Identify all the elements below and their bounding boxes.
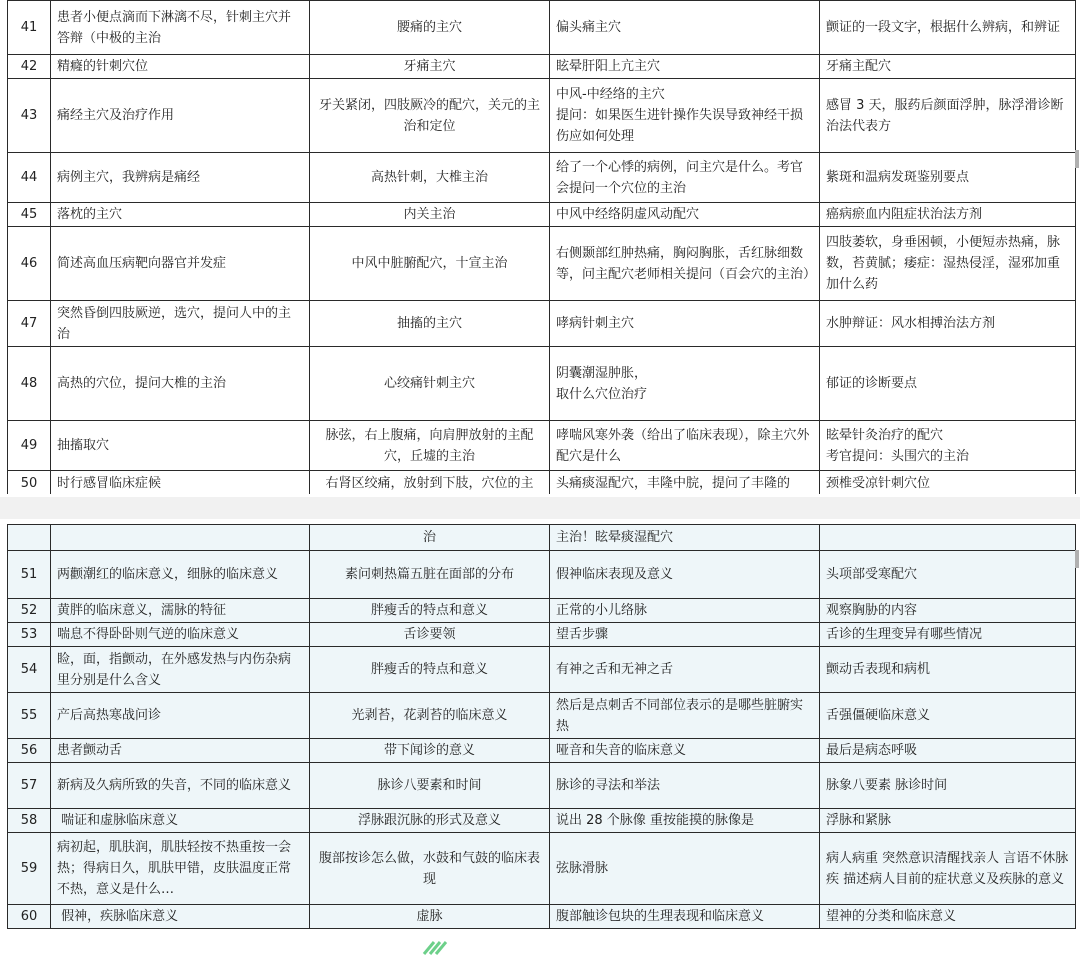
table-row [8,833,1076,905]
question-cell: 阴囊潮湿肿胀， 取什么穴位治疗 [550,347,820,421]
question-cell: 四肢萎软，身垂困顿，小便短赤热痛，脉数，苔黄腻；痿症：湿热侵淫，湿邪加重加什么药 [820,227,1076,301]
question-cell: 眩晕肝阳上亢主穴 [550,55,820,79]
question-cell: 胖瘦舌的特点和意义 [310,599,550,623]
question-cell: 抽搐取穴 [51,421,310,471]
row-number: 47 [8,301,51,347]
row-number: 54 [8,647,51,693]
question-cell: 舌诊要领 [310,623,550,647]
question-cell: 紫斑和温病发斑鉴别要点 [820,153,1076,203]
question-cell [820,525,1076,551]
table-row [8,905,1076,929]
table-row [8,55,1076,79]
question-cell: 脉象八要素 脉诊时间 [820,763,1076,809]
question-cell: 郁证的诊断要点 [820,347,1076,421]
question-cell: 病初起，肌肤润，肌肤轻按不热重按一会热；得病日久，肌肤甲错，皮肤温度正常不热，意义是什么… [51,833,310,905]
table-row [8,421,1076,471]
question-cell: 喘证和虚脉临床意义 [51,809,310,833]
question-cell: 中风-中经络的主穴 提问：如果医生进针操作失误导致神经干损伤应如何处理 [550,79,820,153]
row-number: 46 [8,227,51,301]
question-cell: 产后高热寒战问诊 [51,693,310,739]
question-cell: 然后是点刺舌不同部位表示的是哪些脏腑实热 [550,693,820,739]
table-row [8,693,1076,739]
question-cell: 牙痛主穴 [310,55,550,79]
question-cell: 病人病重 突然意识清醒找亲人 言语不休脉疾 描述病人目前的症状意义及疾脉的意义 [820,833,1076,905]
question-cell: 主治！眩晕痰湿配穴 [550,525,820,551]
question-cell: 眩晕针灸治疗的配穴 考官提问：头围穴的主治 [820,421,1076,471]
question-cell: 浮脉和紧脉 [820,809,1076,833]
question-cell: 光剥苔，花剥苔的临床意义 [310,693,550,739]
question-cell: 观察胸胁的内容 [820,599,1076,623]
question-cell: 黄胖的临床意义，濡脉的特征 [51,599,310,623]
question-cell: 右肾区绞痛，放射到下肢，穴位的主 [310,471,550,497]
question-cell [51,525,310,551]
question-cell: 脉弦，右上腹痛，向肩胛放射的主配穴，丘墟的主治 [310,421,550,471]
question-table-top [7,0,1076,497]
table-row [8,739,1076,763]
question-cell: 哮喘风寒外袭（给出了临床表现），除主穴外配穴是什么 [550,421,820,471]
row-number: 55 [8,693,51,739]
table-row [8,1,1076,55]
question-cell: 最后是病态呼吸 [820,739,1076,763]
question-cell: 说出 28 个脉像 重按能摸的脉像是 [550,809,820,833]
question-cell: 腹部触诊包块的生理表现和临床意义 [550,905,820,929]
question-cell: 正常的小儿络脉 [550,599,820,623]
row-number: 60 [8,905,51,929]
row-number: 59 [8,833,51,905]
question-cell: 两颧潮红的临床意义，细脉的临床意义 [51,551,310,599]
question-cell: 素问刺热篇五脏在面部的分布 [310,551,550,599]
row-number: 51 [8,551,51,599]
question-cell: 治 [310,525,550,551]
question-cell: 望神的分类和临床意义 [820,905,1076,929]
row-number: 57 [8,763,51,809]
question-cell: 头项部受寒配穴 [820,551,1076,599]
question-cell: 望舌步骤 [550,623,820,647]
question-cell: 浮脉跟沉脉的形式及意义 [310,809,550,833]
question-cell: 有神之舌和无神之舌 [550,647,820,693]
table-row [8,301,1076,347]
question-cell: 脉诊的寻法和举法 [550,763,820,809]
question-cell: 中风中经络阴虚风动配穴 [550,203,820,227]
watermark-logo [420,936,480,956]
table-row [8,647,1076,693]
row-number: 41 [8,1,51,55]
question-cell: 弦脉滑脉 [550,833,820,905]
question-cell: 舌诊的生理变异有哪些情况 [820,623,1076,647]
scrollbar-marker[interactable] [1075,150,1079,168]
row-number: 48 [8,347,51,421]
table-row [8,599,1076,623]
question-cell: 腰痛的主穴 [310,1,550,55]
question-cell: 精癃的针刺穴位 [51,55,310,79]
question-cell: 颈椎受凉针刺穴位 [820,471,1076,497]
question-cell: 落枕的主穴 [51,203,310,227]
question-cell: 带下闻诊的意义 [310,739,550,763]
row-number: 50 [8,471,51,497]
question-cell: 哮病针刺主穴 [550,301,820,347]
question-cell: 病例主穴，我辨病是痛经 [51,153,310,203]
question-cell: 牙关紧闭，四肢厥冷的配穴，关元的主治和定位 [310,79,550,153]
table-row [8,203,1076,227]
question-cell: 内关主治 [310,203,550,227]
question-cell: 偏头痛主穴 [550,1,820,55]
question-cell: 高热针刺，大椎主治 [310,153,550,203]
question-cell: 脉诊八要素和时间 [310,763,550,809]
question-cell: 癌病瘀血内阻症状治法方剂 [820,203,1076,227]
question-table-bottom [7,524,1076,929]
row-number: 52 [8,599,51,623]
question-cell: 中风中脏腑配穴，十宣主治 [310,227,550,301]
table-row [8,763,1076,809]
question-cell: 舌强僵硬临床意义 [820,693,1076,739]
question-cell: 喘息不得卧卧则气逆的临床意义 [51,623,310,647]
row-number: 58 [8,809,51,833]
table-row [8,79,1076,153]
question-cell: 患者小便点滴而下淋漓不尽，针刺主穴并答辩（中极的主治 [51,1,310,55]
table-row [8,153,1076,203]
question-cell: 高热的穴位，提问大椎的主治 [51,347,310,421]
row-number [8,525,51,551]
question-cell: 牙痛主配穴 [820,55,1076,79]
table-row [8,623,1076,647]
question-cell: 睑，面，指颤动，在外感发热与内伤杂病里分别是什么含义 [51,647,310,693]
question-cell: 患者颤动舌 [51,739,310,763]
question-cell: 颤动舌表现和病机 [820,647,1076,693]
row-number: 42 [8,55,51,79]
question-cell: 哑音和失音的临床意义 [550,739,820,763]
row-number: 45 [8,203,51,227]
question-cell: 简述高血压病靶向器官并发症 [51,227,310,301]
question-cell: 假神，疾脉临床意义 [51,905,310,929]
question-cell: 突然昏倒四肢厥逆，选穴，提问人中的主治 [51,301,310,347]
table-row [8,551,1076,599]
question-cell: 腹部按诊怎么做，水鼓和气鼓的临床表现 [310,833,550,905]
question-cell: 右侧颞部红肿热痛，胸闷胸胀，舌红脉细数等，问主配穴老师相关提问（百会穴的主治） [550,227,820,301]
question-cell: 痛经主穴及治疗作用 [51,79,310,153]
page-separator [0,497,1080,519]
question-cell: 抽搐的主穴 [310,301,550,347]
question-cell: 新病及久病所致的失音，不同的临床意义 [51,763,310,809]
table-row [8,525,1076,551]
scrollbar-marker[interactable] [1075,550,1079,568]
row-number: 56 [8,739,51,763]
question-cell: 心绞痛针刺主穴 [310,347,550,421]
row-number: 49 [8,421,51,471]
question-cell: 胖瘦舌的特点和意义 [310,647,550,693]
table-row [8,471,1076,497]
question-cell: 给了一个心悸的病例，问主穴是什么。考官会提问一个穴位的主治 [550,153,820,203]
question-cell: 假神临床表现及意义 [550,551,820,599]
question-cell: 颤证的一段文字，根据什么辨病，和辨证 [820,1,1076,55]
table-row [8,809,1076,833]
row-number: 43 [8,79,51,153]
table-row [8,227,1076,301]
row-number: 53 [8,623,51,647]
row-number: 44 [8,153,51,203]
question-cell: 虚脉 [310,905,550,929]
question-cell: 感冒 3 天，服药后颜面浮肿，脉浮滑诊断治法代表方 [820,79,1076,153]
question-cell: 水肿辩证：风水相搏治法方剂 [820,301,1076,347]
question-cell: 时行感冒临床症候 [51,471,310,497]
question-cell: 头痛痰湿配穴，丰隆中脘，提问了丰隆的 [550,471,820,497]
table-row [8,347,1076,421]
